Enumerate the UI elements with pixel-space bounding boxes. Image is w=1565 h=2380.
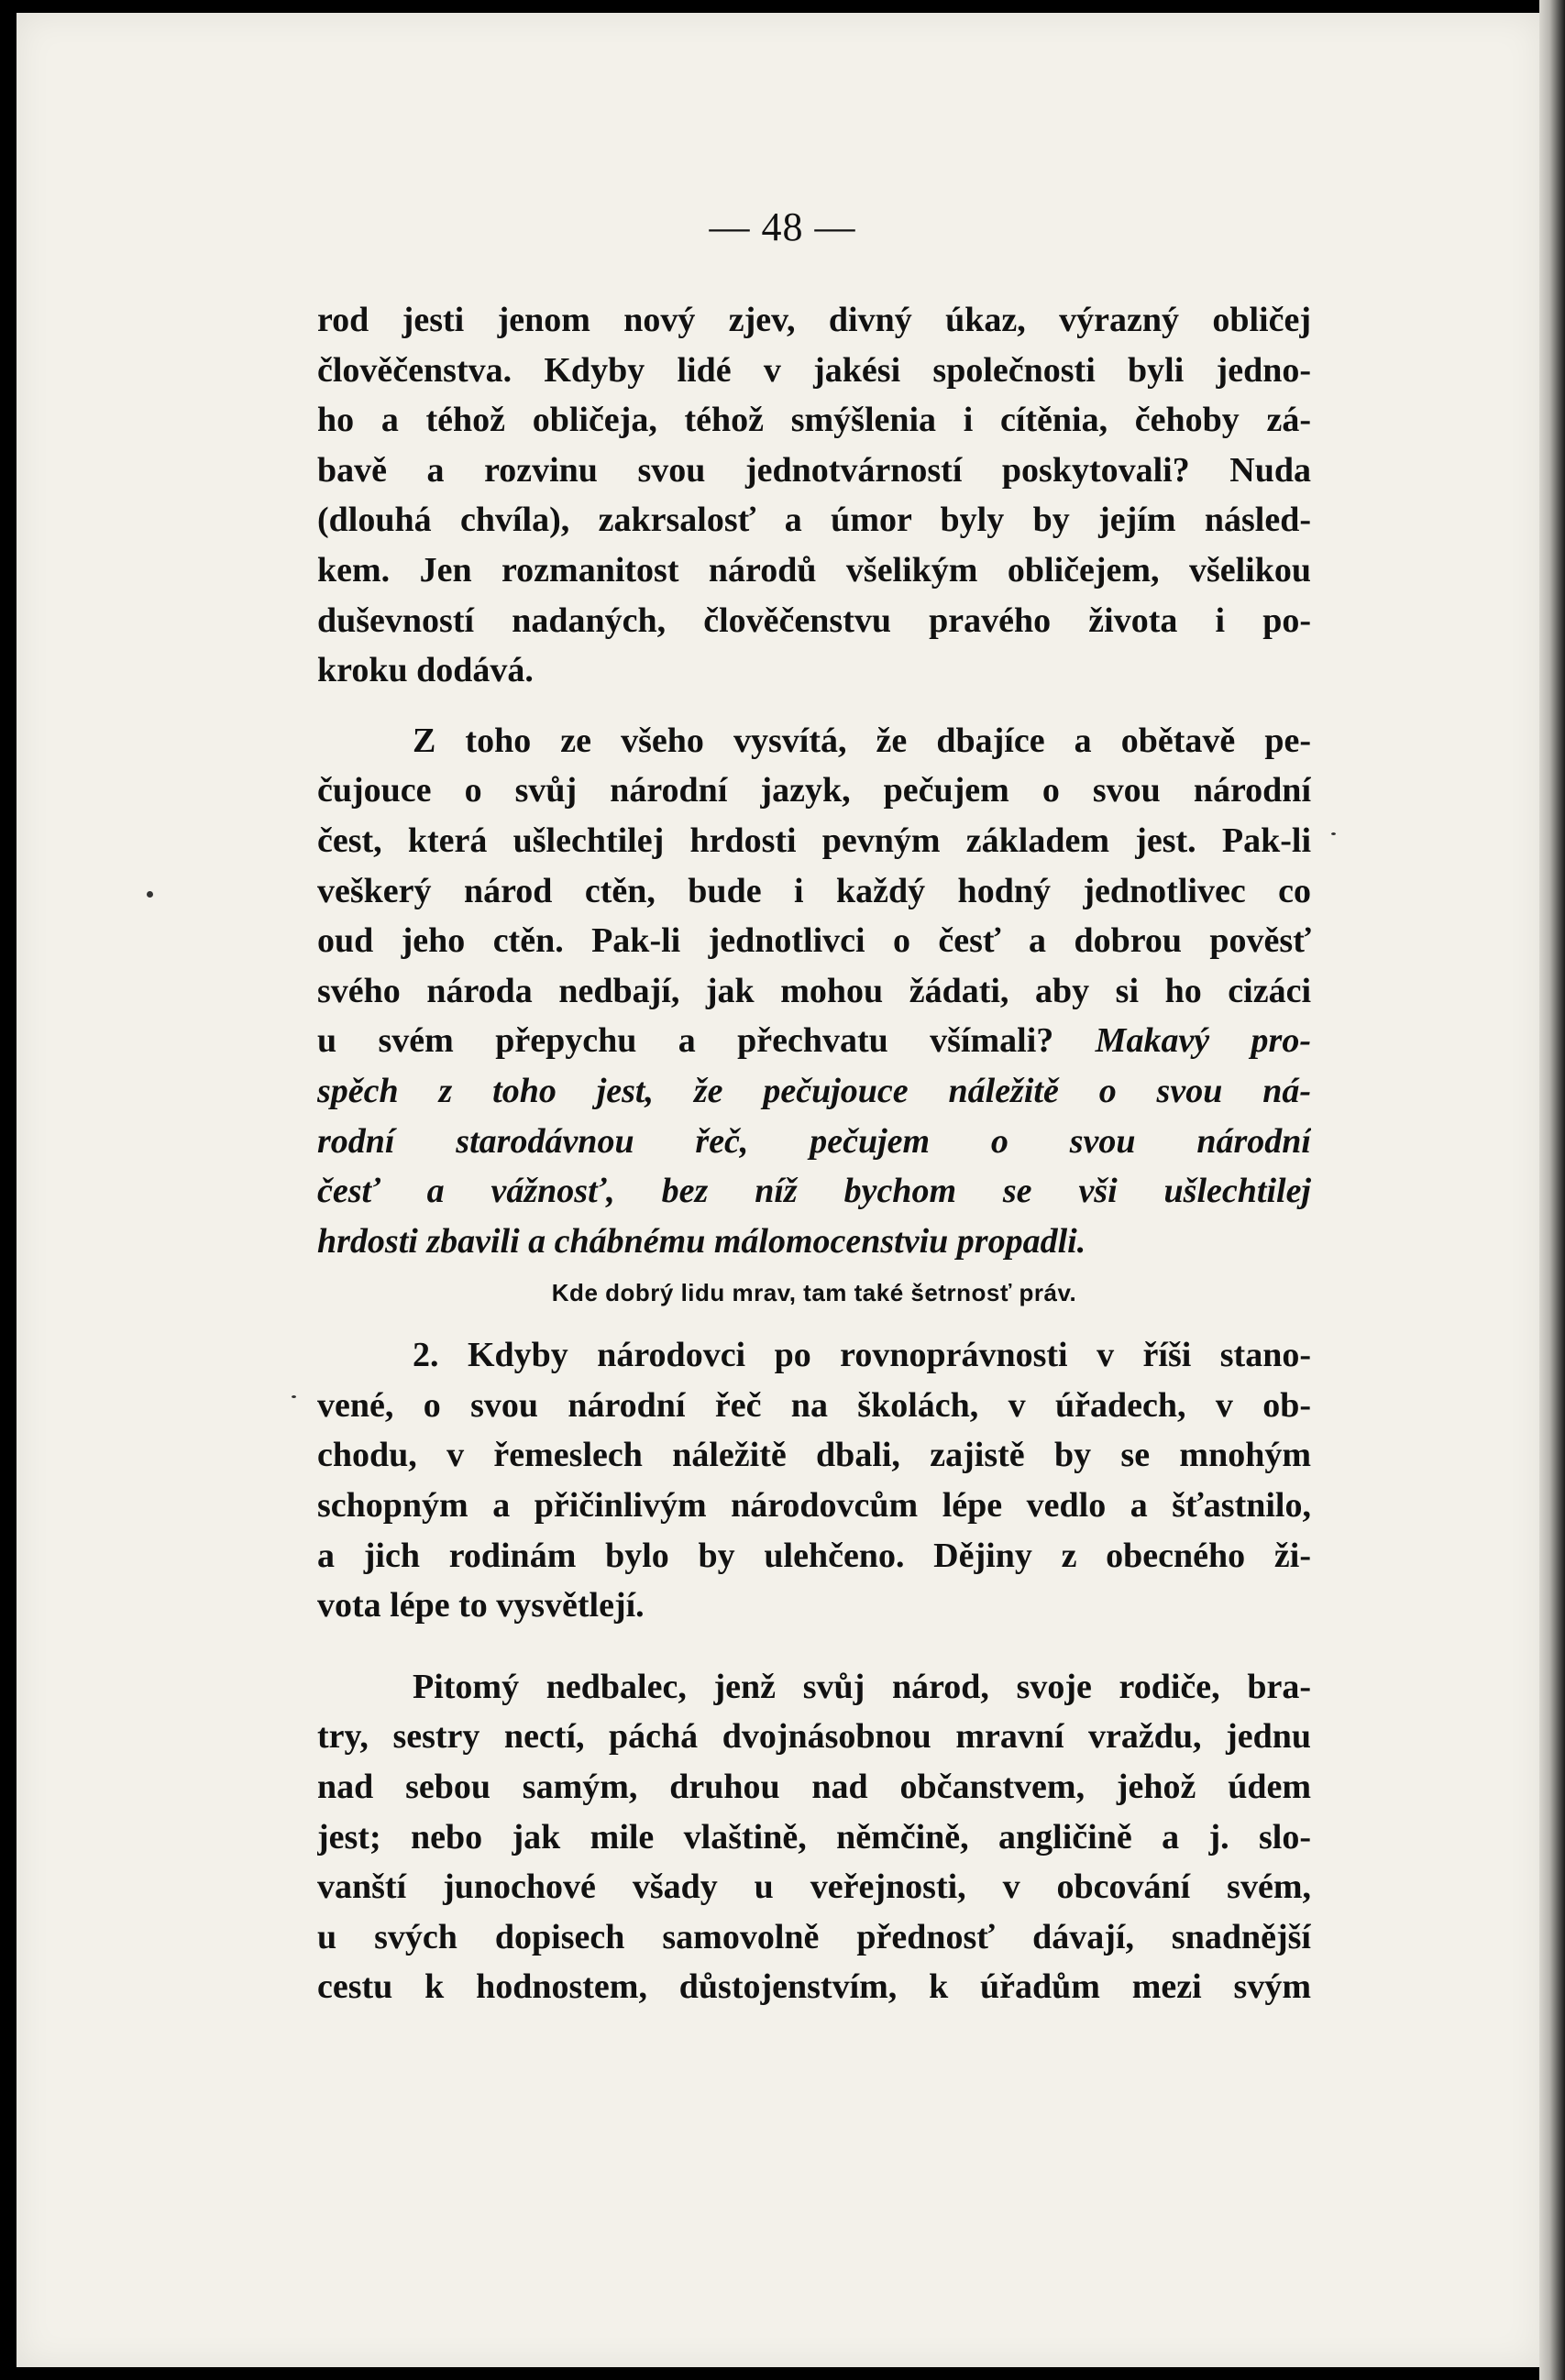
text-line: schopným a přičinlivým národovcům lépe vedlo a šťastnilo, — [317, 1486, 1311, 1526]
text-line: nad sebou samým, druhou nad občanstvem, jehož údem — [317, 1768, 1311, 1807]
page-edge — [1539, 0, 1565, 2380]
text-line: svého národa nedbají, jak mohou žádati, aby si ho cizáci — [317, 971, 1311, 1010]
text-line: try, sestry nectí, páchá dvojnásobnou mravní vraždu, jednu — [317, 1717, 1311, 1757]
paragraph-1 — [317, 295, 1311, 696]
paragraph-3 — [317, 1330, 1311, 1631]
text-line: vené, o svou národní řeč na školách, v úřadech, v ob- — [317, 1385, 1311, 1425]
text-line: 2. Kdyby národovci po rovnoprávnosti v říši stano- — [413, 1336, 1311, 1375]
page-text — [317, 295, 1311, 2012]
text-line: bavě a rozvinu svou jednotvárností poskytovali? Nuda — [317, 450, 1311, 490]
text-line: vanští junochové všady u veřejnosti, v obcování svém, — [317, 1868, 1311, 1907]
text-line: vota lépe to vysvětlejí. — [317, 1586, 645, 1625]
ink-speck — [292, 1395, 296, 1398]
text-line: (dlouhá chvíla), zakrsalosť a úmor byly by jejím násled- — [317, 501, 1311, 540]
page-number: — 48 — — [709, 204, 856, 249]
text-segment: u svém přepychu a přechvatu všímali? — [317, 1021, 1054, 1061]
emphasized-line: spěch z toho jest, že pečujouce náležitě o svou ná- — [317, 1071, 1311, 1110]
text-line: cestu k hodnostem, důstojenstvím, k úřadům mezi svým — [317, 1967, 1311, 2007]
text-line: u svých dopisech samovolně přednosť dávají, snadnější — [317, 1917, 1311, 1956]
proverb: Kde dobrý lidu mrav, tam také šetrnosť práv. — [551, 1279, 1077, 1307]
text-line: oud jeho ctěn. Pak-li jednotlivci o česť a dobrou pověsť — [317, 921, 1311, 961]
text-line: kroku dodává. — [317, 651, 534, 690]
text-line: ho a téhož obličeja, téhož smýšlenia i cítěnia, čehoby zá- — [317, 401, 1311, 440]
paragraph-4 — [317, 1662, 1311, 2012]
text-line: a jich rodinám bylo by ulehčeno. Dějiny z obecného ži- — [317, 1536, 1311, 1575]
text-line: čujouce o svůj národní jazyk, pečujem o svou národní — [317, 771, 1311, 810]
emphasized-line: rodní starodávnou řeč, pečujem o svou národní — [317, 1121, 1311, 1161]
text-line: čest, která ušlechtilej hrdosti pevným základem jest. Pak-li — [317, 821, 1311, 860]
emphasized-line: hrdosti zbavili a chábnému málomocenstviu propadli. — [317, 1221, 1086, 1261]
text-line: člověčenstva. Kdyby lidé v jakési společnosti byli jedno- — [317, 350, 1311, 390]
emphasized-text: Makavý pro- — [1095, 1021, 1311, 1061]
text-line: veškerý národ ctěn, bude i každý hodný jednotlivec co — [317, 871, 1311, 910]
paragraph-2 — [317, 716, 1311, 1267]
text-line: Z toho ze všeho vysvítá, že dbajíce a obětavě pe- — [413, 721, 1311, 760]
text-line: chodu, v řemeslech náležitě dbali, zajistě by se mnohým — [317, 1436, 1311, 1475]
ink-speck — [147, 891, 153, 898]
ink-speck — [1331, 832, 1336, 835]
text-line: jest; nebo jak mile vlaštině, němčině, angličině a j. slo- — [317, 1817, 1311, 1857]
emphasized-line: česť a vážnosť, bez níž bychom se vši ušlechtilej — [317, 1172, 1311, 1211]
text-line: kem. Jen rozmanitost národů všelikým obličejem, všelikou — [317, 550, 1311, 589]
text-line — [317, 1016, 1311, 1066]
text-line: rod jesti jenom nový zjev, divný úkaz, výrazný obličej — [317, 301, 1311, 339]
text-line: duševností nadaných, člověčenstvu pravého života i po- — [317, 601, 1311, 640]
text-line: Pitomý nedbalec, jenž svůj národ, svoje rodiče, bra- — [413, 1667, 1311, 1706]
